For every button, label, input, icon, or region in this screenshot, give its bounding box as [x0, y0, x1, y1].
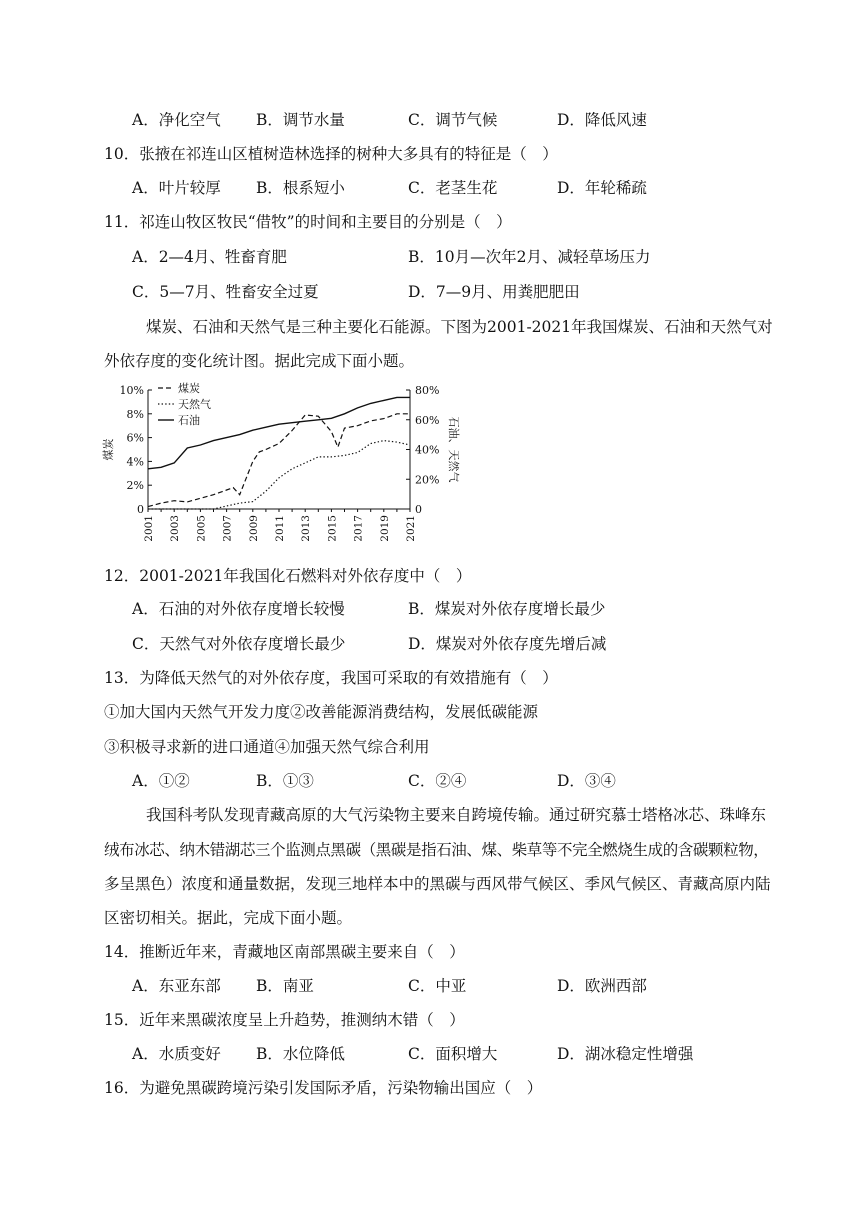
q13-option-a: A．①② [132, 772, 190, 790]
left-tick-label: 2% [126, 479, 144, 493]
q10-stem: 10．张掖在祁连山区植树造林选择的树种大多具有的特征是（ ） [104, 145, 558, 163]
series-line-煤炭 [148, 414, 410, 507]
dependency-chart [98, 374, 478, 554]
legend-label-石油: 石油 [178, 414, 200, 427]
passage2-line-1: 我国科考队发现青藏高原的大气污染物主要来自跨境传输。通过研究慕士塔格冰芯、珠峰东 [146, 806, 767, 824]
q11-option-a: A．2—4月、牲畜育肥 [132, 248, 287, 266]
x-tick-label: 2015 [326, 515, 339, 542]
q12-stem: 12．2001-2021年我国化石燃料对外依存度中（ ） [104, 567, 472, 585]
q12-option-c: C．天然气对外依存度增长最少 [132, 635, 346, 653]
x-tick-label: 2001 [143, 515, 155, 542]
q15-option-a: A．水质变好 [132, 1045, 221, 1063]
x-tick-label: 2005 [195, 515, 208, 542]
series-line-天然气 [148, 441, 410, 509]
q14-option-d: D．欧洲西部 [557, 977, 647, 995]
x-tick-label: 2009 [247, 515, 260, 542]
passage2-line-4: 区密切相关。据此，完成下面小题。 [104, 909, 353, 927]
right-tick-label: 0 [415, 503, 422, 516]
passage1-line-2: 外依存度的变化统计图。据此完成下面小题。 [104, 352, 415, 370]
legend-label-煤炭: 煤炭 [178, 382, 200, 395]
right-tick-label: 80% [415, 384, 440, 397]
x-tick-label: 2003 [169, 515, 182, 542]
left-tick-label: 10% [119, 384, 144, 397]
q11-stem: 11．祁连山牧区牧民“借牧”的时间和主要目的分别是（ ） [104, 213, 512, 231]
chart-axes [101, 384, 461, 542]
q10-option-c: C．老茎生花 [408, 179, 498, 197]
q13-option-d: D．③④ [557, 772, 616, 790]
q14-option-a: A．东亚东部 [132, 977, 221, 995]
chart-legend [158, 381, 211, 427]
q12-option-a: A．石油的对外依存度增长较慢 [132, 600, 345, 618]
q15-option-d: D．湖冰稳定性增强 [557, 1045, 694, 1063]
right-tick-label: 40% [415, 443, 440, 457]
q9-option-c: C．调节气候 [408, 111, 498, 129]
q12-option-d: D．煤炭对外依存度先增后减 [408, 635, 607, 653]
left-tick-label: 4% [126, 455, 144, 469]
legend-label-天然气: 天然气 [178, 398, 211, 411]
right-tick-label: 60% [415, 413, 440, 427]
q15-option-c: C．面积增大 [408, 1045, 498, 1063]
q9-option-b: B．调节水量 [256, 111, 345, 129]
q13-option-c: C．②④ [408, 772, 467, 790]
x-tick-label: 2017 [352, 515, 365, 542]
q15-option-b: B．水位降低 [256, 1045, 345, 1063]
left-axis-title: 煤炭 [102, 438, 115, 461]
q9-option-a: A．净化空气 [132, 111, 221, 129]
passage1-line-1: 煤炭、石油和天然气是三种主要化石能源。下图为2001-2021年我国煤炭、石油和天然气对 [146, 318, 773, 336]
q11-option-d: D．7—9月、用粪肥肥田 [408, 283, 580, 301]
q14-stem: 14．推断近年来，青藏地区南部黑碳主要来自（ ） [104, 943, 465, 961]
q11-option-c: C．5—7月、牲畜安全过夏 [132, 283, 319, 301]
left-tick-label: 0 [137, 503, 144, 516]
q13-statements-2: ③积极寻求新的进口通道④加强天然气综合利用 [104, 738, 430, 756]
q15-stem: 15．近年来黑碳浓度呈上升趋势，推测纳木错（ ） [104, 1011, 465, 1029]
q10-option-a: A．叶片较厚 [132, 179, 221, 197]
left-tick-label: 8% [126, 407, 144, 421]
q11-option-b: B．10月—次年2月、减轻草场压力 [408, 248, 651, 266]
q13-stem: 13．为降低天然气的对外依存度，我国可采取的有效措施有（ ） [104, 669, 558, 687]
x-tick-label: 2019 [378, 515, 391, 542]
x-tick-label: 2011 [274, 515, 286, 542]
x-tick-label: 2021 [405, 515, 417, 542]
q16-stem: 16．为避免黑碳跨境污染引发国际矛盾，污染物输出国应（ ） [104, 1079, 543, 1097]
q14-option-c: C．中亚 [408, 977, 467, 995]
q13-option-b: B．①③ [256, 772, 314, 790]
q10-option-b: B．根系短小 [256, 179, 345, 197]
q13-statements-1: ①加大国内天然气开发力度②改善能源消费结构，发展低碳能源 [104, 703, 539, 721]
q10-option-d: D．年轮稀疏 [557, 179, 647, 197]
passage2-line-2: 绒布冰芯、纳木错湖芯三个监测点黑碳（黑碳是指石油、煤、柴草等不完全燃烧生成的含碳颗粒物， [104, 841, 769, 859]
passage2-line-3: 多呈黑色）浓度和通量数据，发现三地样本中的黑碳与西风带气候区、季风气候区、青藏高原内陆 [104, 875, 771, 893]
left-tick-label: 6% [126, 431, 144, 445]
q9-option-d: D．降低风速 [557, 111, 647, 129]
q14-option-b: B．南亚 [256, 977, 314, 995]
x-tick-label: 2007 [221, 515, 234, 542]
q12-option-b: B．煤炭对外依存度增长最少 [408, 600, 606, 618]
x-tick-label: 2013 [300, 515, 313, 542]
right-tick-label: 20% [415, 473, 440, 487]
right-axis-title: 石油、天然气 [447, 416, 460, 483]
